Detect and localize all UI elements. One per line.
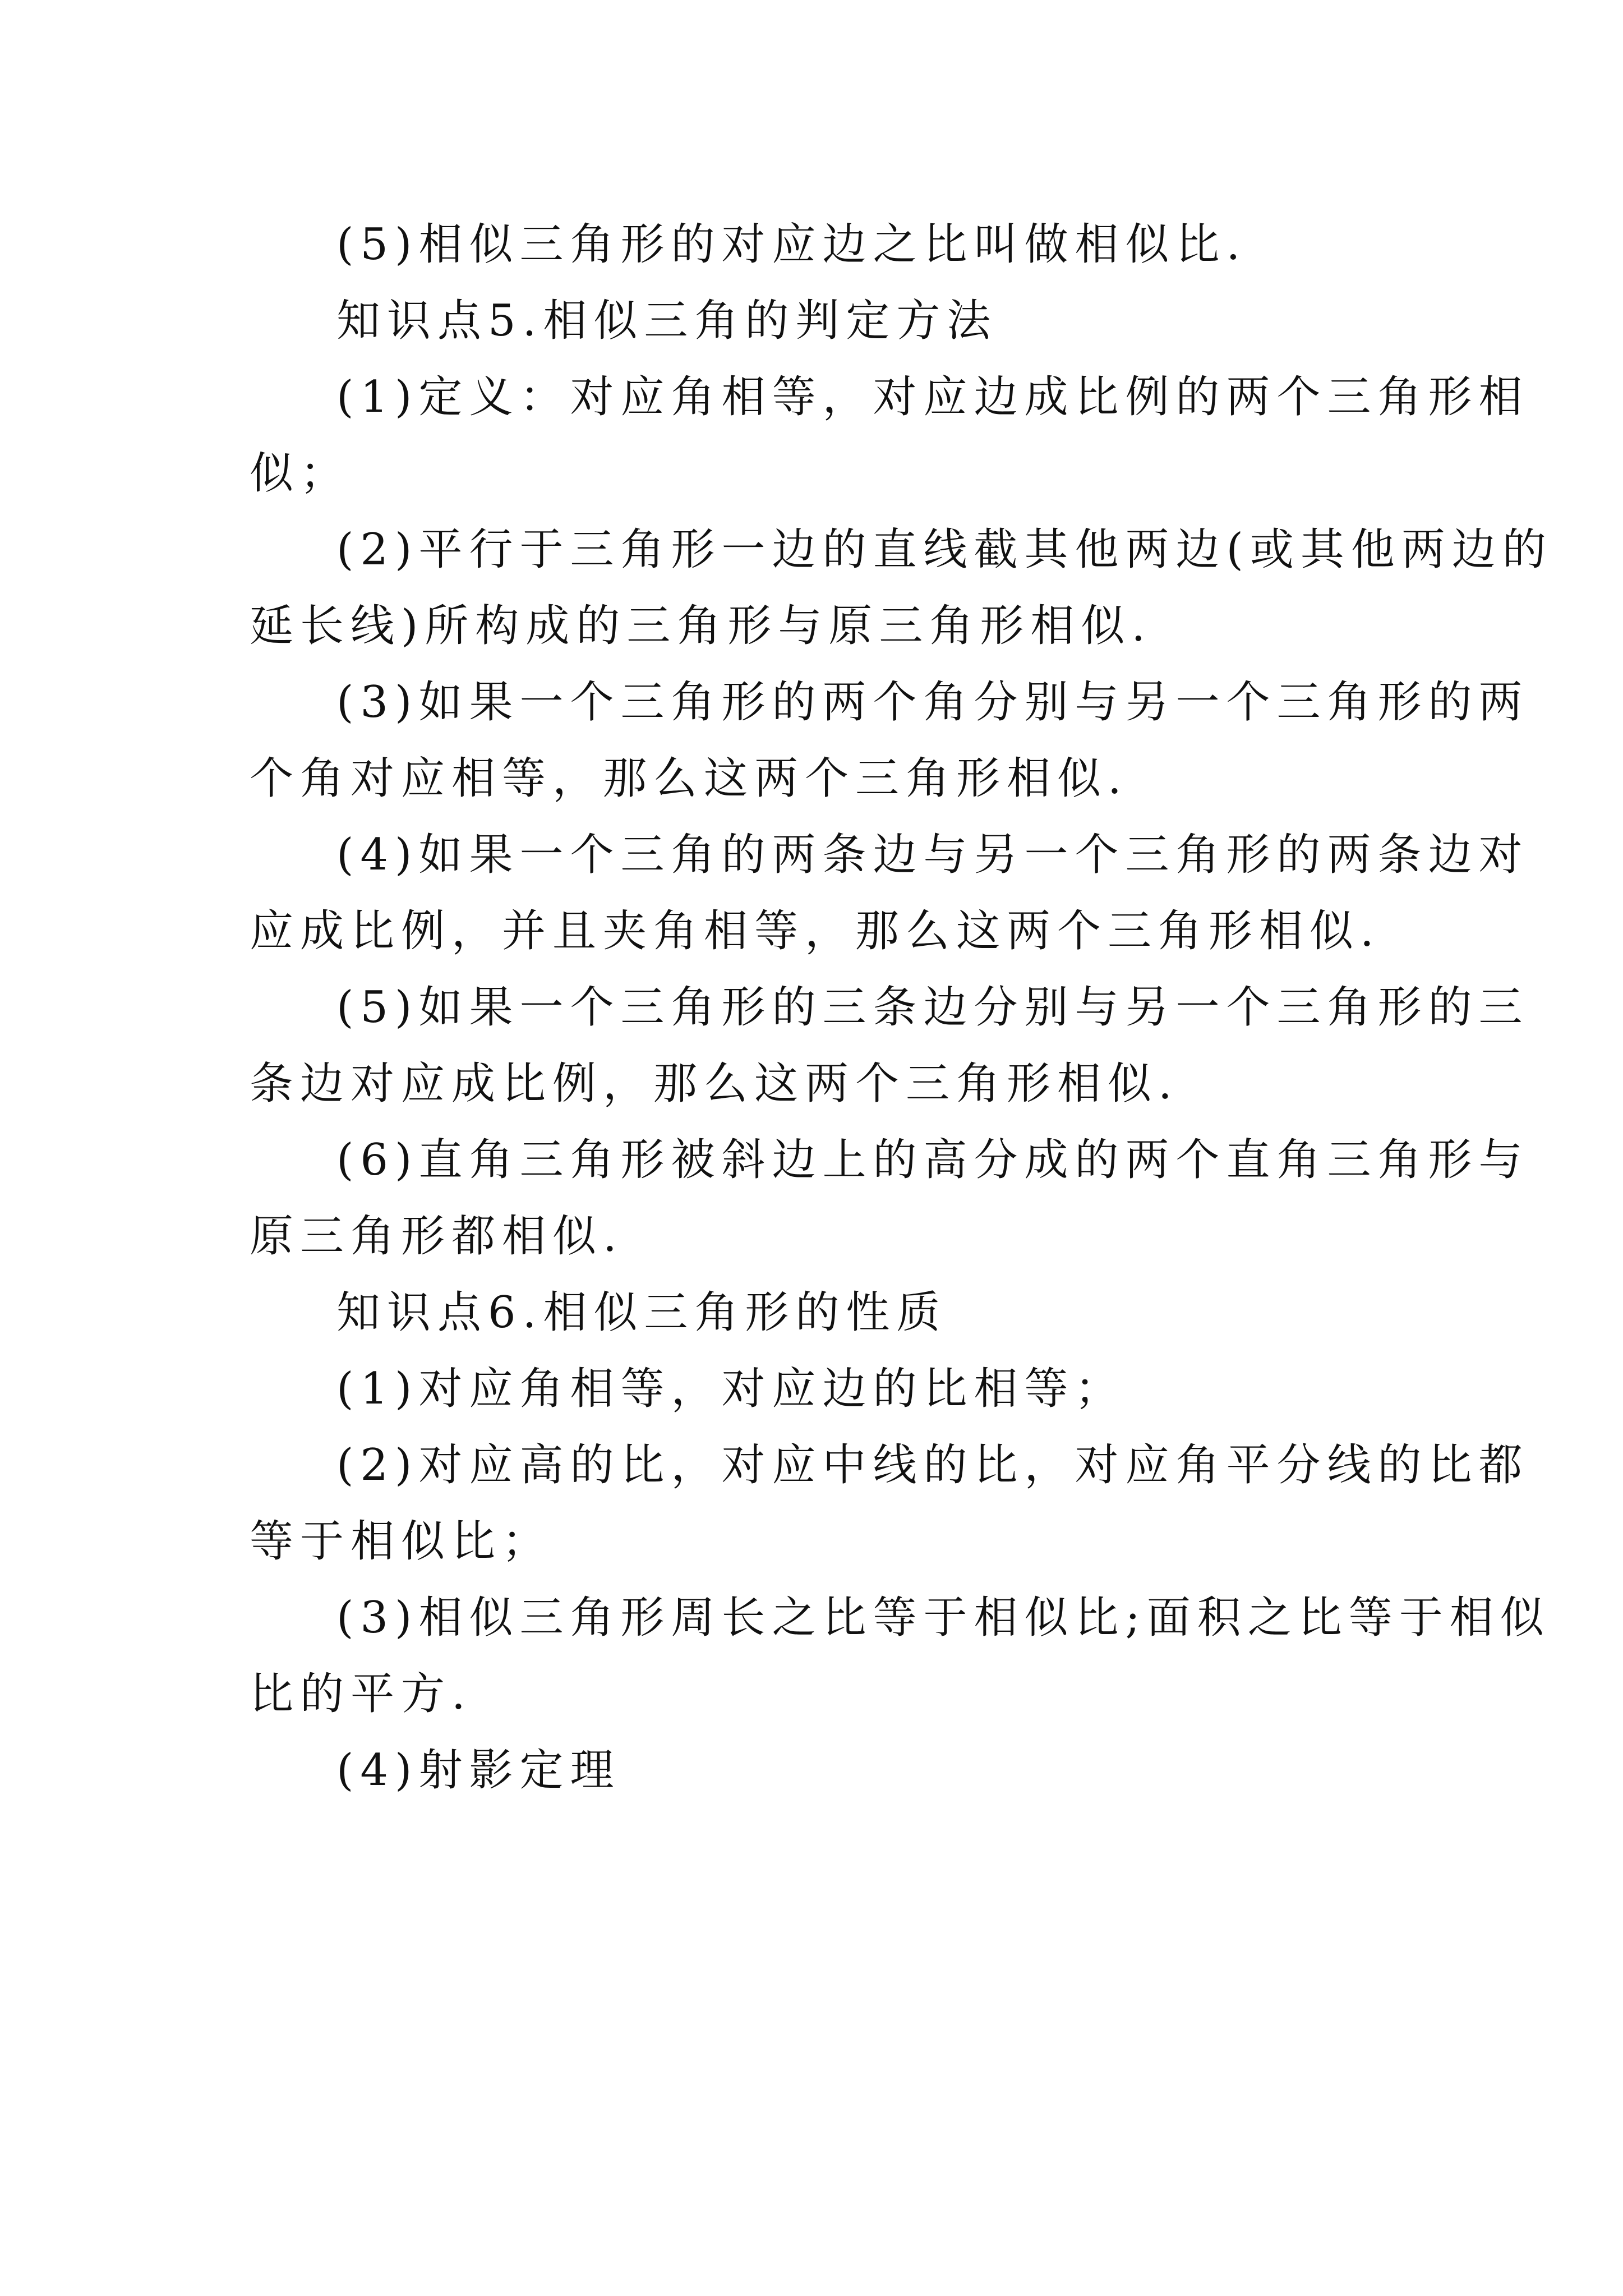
text-line-property-2: (2)对应高的比，对应中线的比，对应角平分线的比都: [336, 1440, 1529, 1490]
heading-knowledge-point-6: 知识点6.相似三角形的性质: [336, 1287, 947, 1338]
text-line-criterion-1-cont: 似；: [250, 448, 351, 499]
text-line-property-4: (4)射影定理: [336, 1745, 621, 1796]
text-line-property-2-cont: 等于相似比；: [250, 1516, 553, 1567]
text-line-criterion-3-cont: 个角对应相等，那么这两个三角形相似.: [250, 753, 1128, 804]
text-line-property-3: (3)相似三角形周长之比等于相似比;面积之比等于相似: [336, 1593, 1551, 1643]
text-line-criterion-2: (2)平行于三角形一边的直线截其他两边(或其他两边的: [336, 524, 1553, 575]
text-line-criterion-6: (6)直角三角形被斜边上的高分成的两个直角三角形与: [336, 1135, 1529, 1185]
heading-knowledge-point-5: 知识点5.相似三角的判定方法: [336, 296, 998, 346]
text-line-criterion-3: (3)如果一个三角形的两个角分别与另一个三角形的两: [336, 677, 1529, 728]
text-line-property-1: (1)对应角相等，对应边的比相等；: [336, 1364, 1126, 1414]
text-line-criterion-5: (5)如果一个三角形的三条边分别与另一个三角形的三: [336, 982, 1529, 1033]
text-line-criterion-4: (4)如果一个三角的两条边与另一个三角形的两条边对: [336, 830, 1529, 880]
text-line-criterion-2-cont: 延长线)所构成的三角形与原三角形相似.: [250, 601, 1152, 651]
text-line-criterion-4-cont: 应成比例，并且夹角相等，那么这两个三角形相似.: [250, 906, 1381, 956]
text-line-similarity-ratio: (5)相似三角形的对应边之比叫做相似比.: [336, 219, 1247, 270]
text-line-property-3-cont: 比的平方.: [250, 1669, 472, 1719]
text-line-criterion-5-cont: 条边对应成比例，那么这两个三角形相似.: [250, 1059, 1179, 1109]
text-line-criterion-6-cont: 原三角形都相似.: [250, 1211, 624, 1262]
text-line-criterion-1: (1)定义：对应角相等，对应边成比例的两个三角形相: [336, 372, 1529, 422]
